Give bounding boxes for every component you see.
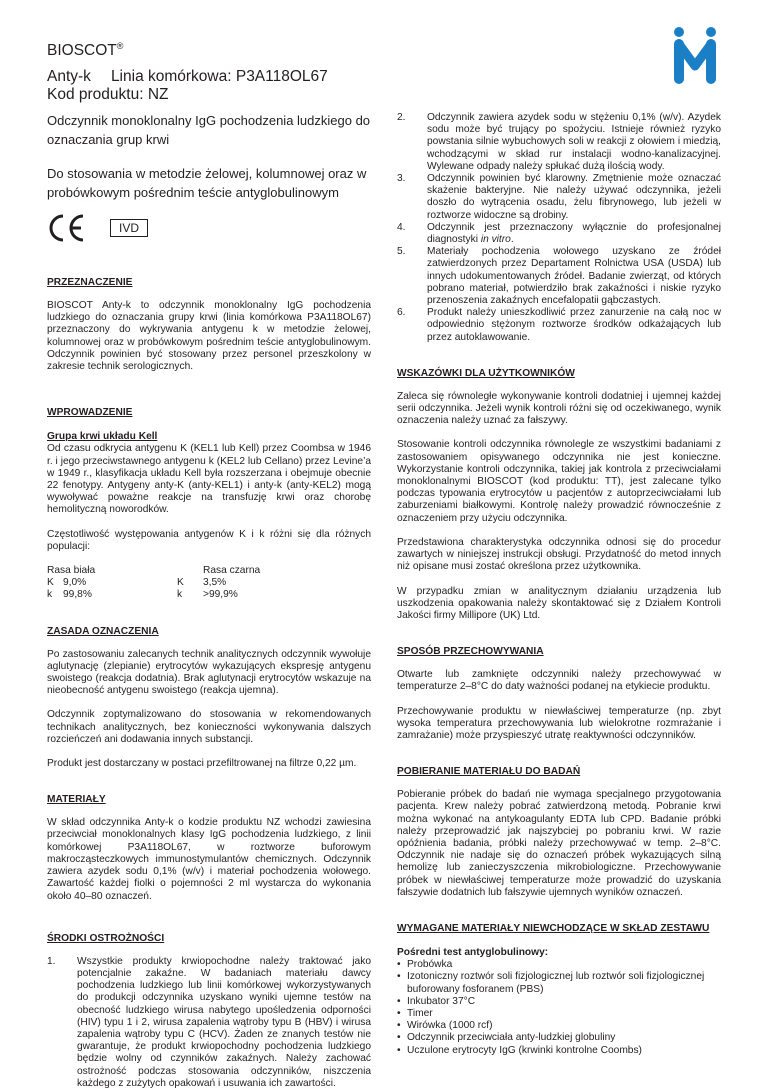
user-notes-text-2: Stosowanie kontroli odczynnika równolegle ze wszystkimi badaniami z zastosowaniem opisywanego odczynnika nie jest konieczne. Wykorzystanie kontroli odczynnika, takiej jak kontrola z przeciwciałami monoklonalnymi BIOSCOT (kod produktu: TT), jest zalecane tylko podczas typowania erytrocytów u pacjentów z autoprzeciwciałami lub zaburzeniami białkowymi. Kontrolę należy prowadzić równocześnie z oznaczeniem przy użyciu odczynnika. (397, 439, 721, 524)
indirect-test-subheading: Pośredni test antyglobulinowy: (397, 946, 549, 958)
frequency-text: Częstotliwość występowania antygenów K i k różni się dla różnych populacji: (47, 528, 371, 552)
precautions-heading: ŚRODKI OSTROŻNOŚCI (47, 932, 165, 944)
table-row (47, 577, 260, 589)
certification-marks (47, 213, 371, 253)
white-population-label: Rasa biała (47, 565, 96, 577)
list-item: 1. Wszystkie produkty krwiopochodne należy traktować jako potencjalnie zakaźne. W badaniach materiału dawcy pochodzenia ludzkiego lub linii komórkowej wykorzystywanych do produkcji odczynnika uzyskano wyniki ujemne testów na obecność ludzkiego wirusa nabytego upośledzenia odporności (HIV) typu 1 i 2, wirusa zapalenia wątroby typu B (HBV) i wirusa zapalenia wątroby typu C (HCV). Żaden ze znanych testów nie gwarantuje, że produkt krwiopochodny pochodzenia ludzkiego będzie wolny od czynników zakaźnych. Należy zachować ostrożność podczas stosowania odczynników, niszczenia każdego z zużytych opakowań i usuwania ich zawartości. (47, 955, 371, 1089)
kell-subheading: Grupa krwi układu Kell (47, 431, 158, 443)
principle-text-1: Po zastosowaniu zalecanych technik analitycznych odczynnik wywołuje aglutynację (zlepianie) erytrocytów wykazujących ekspresję antygenu swoistego (reakcja dodatnia). Brak aglutynacji erytrocytów wskazuje na nieobecność antygenu swoistego (reakcja ujemna). (47, 648, 371, 697)
black-value-cell: >99,9% (203, 589, 238, 601)
list-item: 4. Odczynnik jest przeznaczony wyłącznie do profesjonalnej diagnostyki in vitro. (397, 221, 721, 246)
ivd-badge: IVD (110, 219, 148, 237)
antigen-cell: K (177, 577, 184, 589)
storage-text-1: Otwarte lub zamknięte odczynniki należy przechowywać w temperaturze 2–8°C do daty ważności podanej na etykiecie produktu. (397, 669, 721, 693)
intended-use-text: BIOSCOT Anty-k to odczynnik monoklonalny IgG pochodzenia ludzkiego do oznaczania grupy krwi (linia komórkowa P3A118OL67) przeznaczony do wykrywania antygenu k w metodzie żelowej, kolumnowej oraz w probówkowym pośrednim teście antyglobulinowym. Odczynnik powinien być stosowany przez personel przeszkolony w zakresie technik serologicznych. (47, 300, 371, 373)
ce-mark-icon (47, 213, 87, 243)
product-code: Kod produktu: NZ (47, 86, 169, 103)
required-materials-heading: WYMAGANE MATERIAŁY NIEWCHODZĄCE W SKŁAD ZESTAWU (397, 922, 710, 934)
list-item: • Timer (397, 1008, 721, 1020)
user-notes-text-4: W przypadku zmian w analitycznym działaniu urządzenia lub uszkodzenia opakowania należy skontaktować się z Działem Kontroli Jakości firmy Millipore (UK) Ltd. (397, 585, 721, 621)
list-item: 5. Materiały pochodzenia wołowego uzyskano ze źródeł zatwierdzonych przez Departament Rolnictwa USA (USDA) lub innych udokumentowanych źródeł. Badanie zwierząt, od których pobrano materiał, potwierdziło brak zakaźności i niskie ryzyko przenoszenia zakaźnych encefalopatii gąbczastych. (397, 246, 721, 307)
cell-line: Linia komórkowa: P3A118OL67 (110, 68, 328, 85)
introduction-text: Od czasu odkrycia antygenu K (KEL1 lub Kell) przez Coombsa w 1946 r. i jego przeciwstawnego antygenu k (KEL2 lub Cellano) przez Levine’a w 1949 r., klasyfikacja układu Kell była rozszerzana i obejmuje obecnie 22 fenotypy. Antygeny anty-K (anty-KEL1) i anty-k (anty-KEL2) mogą wywoływać poważne reakcje na transfuzję krwi oraz chorobę hemolityczną noworodków. (47, 443, 371, 516)
brand-name: BIOSCOT (47, 42, 117, 60)
list-item: • Izotoniczny roztwór soli fizjologicznej lub roztwór soli fizjologicznej buforowany fosforanem (PBS) (397, 971, 721, 995)
list-item: • Wirówka (1000 rcf) (397, 1020, 721, 1032)
black-value-cell: 3,5% (203, 577, 227, 589)
antigen-cell: K (47, 577, 54, 589)
precautions-list-part1 (47, 956, 371, 1090)
required-materials-list (397, 959, 721, 1057)
sampling-text: Pobieranie próbek do badań nie wymaga specjalnego przygotowania pacjenta. Krew należy pobrać zatwierdzoną metodą. Pobranie krwi można wykonać na antykoagulanty EDTA lub CPD. Badanie próbki należy przeprowadzić jak najszybciej po pobraniu krwi. W razie opóźnienia badania, próbki należy przechowywać w temp. 2–8°C. Odczynnik nie nadaje się do oznaczeń próbek wykazujących silną hemolizę lub zanieczyszczenia mikrobiologiczne. Przechowywanie próbek w niewłaściwej temperaturze może prowadzić do uzyskania fałszywie dodatnich lub fałszywie ujemnych wyników oznaczeń. (397, 789, 721, 898)
brand-title (47, 38, 123, 59)
registered-mark: ® (116, 41, 124, 51)
black-population-label: Rasa czarna (203, 565, 261, 577)
white-value-cell: 9,0% (63, 577, 87, 589)
product-line (47, 68, 328, 85)
frequency-table (47, 565, 260, 602)
list-item: • Odczynnik przeciwciała anty-ludzkiej globuliny (397, 1032, 721, 1044)
intended-use-heading: PRZEZNACZENIE (47, 277, 133, 288)
storage-text-2: Przechowywanie produktu w niewłaściwej temperaturze (np. zbyt wysoka temperatura przechowywania lub wielokrotne rozmrażanie i zamrażanie) może przyspieszyć utratę reaktywności odczynników. (397, 705, 721, 741)
list-item: • Uczulone erytrocyty IgG (krwinki kontrolne Coombs) (397, 1045, 721, 1057)
usage-description: Do stosowania w metodzie żelowej, kolumnowej oraz w probówkowym pośrednim teście antyglobulinowym (47, 166, 367, 200)
list-item: 2. Odczynnik zawiera azydek sodu w stężeniu 0,1% (w/v). Azydek sodu może być trujący po spożyciu. Istnieje również ryzyko powstania silnie wybuchowych soli w reakcji z ołowiem i miedzią, wchodzącymi w skład rur instalacji wodno-kanalizacyjnej. Wylewane odpady należy spłukać dużą ilością wody. (397, 112, 721, 172)
reagent-description: Odczynnik monoklonalny IgG pochodzenia ludzkiego do oznaczania grup krwi (47, 113, 371, 147)
principle-text-3: Produkt jest dostarczany w postaci przefiltrowanej na filtrze 0,22 µm. (47, 758, 357, 770)
storage-heading: SPOSÓB PRZECHOWYWANIA (397, 646, 544, 658)
antigen-cell: k (47, 589, 53, 601)
introduction-heading: WPROWADZENIE (47, 407, 133, 419)
user-notes-text-3: Przedstawiona charakterystyka odczynnika odnosi się do procedur zawartych w niniejszej instrukcji obsługi. Przydatność do metod innych niż opisane musi zostać określona przez użytkownika. (397, 536, 721, 573)
sampling-heading: POBIERANIE MATERIAŁU DO BADAŃ (397, 766, 581, 778)
user-notes-text-1: Zaleca się równoległe wykonywanie kontroli dodatniej i ujemnej każdej serii odczynnika. Jeżeli wynik kontroli różni się od oczekiwanego, wynik oznaczenia należy uznać za fałszywy. (397, 390, 721, 427)
table-row (47, 589, 260, 601)
list-item: • Probówka (397, 959, 721, 971)
principle-heading: ZASADA OZNACZENIA (47, 625, 159, 637)
user-notes-heading: WSKAZÓWKI DLA UŻYTKOWNIKÓW (397, 367, 575, 379)
precautions-list-part2 (397, 112, 721, 344)
materials-heading: MATERIAŁY (47, 794, 106, 806)
list-item: • Inkubator 37°C (397, 996, 721, 1008)
merck-m-logo (671, 26, 719, 89)
list-item: 6. Produkt należy unieszkodliwić przez zanurzenie na całą noc w odpowiednio stężonym roztworze środków odkażających lub przez autoklawowanie. (397, 307, 721, 343)
antibody-name: Anty-k (47, 68, 91, 85)
materials-text: W skład odczynnika Anty-k o kodzie produktu NZ wchodzi zawiesina przeciwciał monoklonalnych klasy IgG pochodzenia ludzkiego, z linii komórkowej P3A118OL67, w roztworze buforowym makrocząsteczkowych immunostymulantów chemicznych. Odczynnik zawiera azydek sodu 0,1% (w/v) i materiał pochodzenia wołowego. Zawartość każdej fiolki o pojemności 2 ml wystarcza do wykonania około 40–80 oznaczeń. (47, 817, 371, 902)
list-item: 3. Odczynnik powinien być klarowny. Zmętnienie może oznaczać skażenie bakteryjne. Nie należy używać odczynnika, jeżeli doszło do wytrącenia osadu, żelu fibrynowego, lub jeżeli w roztworze widoczne są drobiny. (397, 173, 721, 221)
principle-text-2: Odczynnik zoptymalizowano do stosowania w rekomendowanych technikach analitycznych, bez konieczności wykonywania dalszych rozcieńczeń ani dodawania innych substancji. (47, 709, 371, 745)
antigen-cell: k (177, 589, 183, 601)
white-value-cell: 99,8% (63, 589, 92, 601)
